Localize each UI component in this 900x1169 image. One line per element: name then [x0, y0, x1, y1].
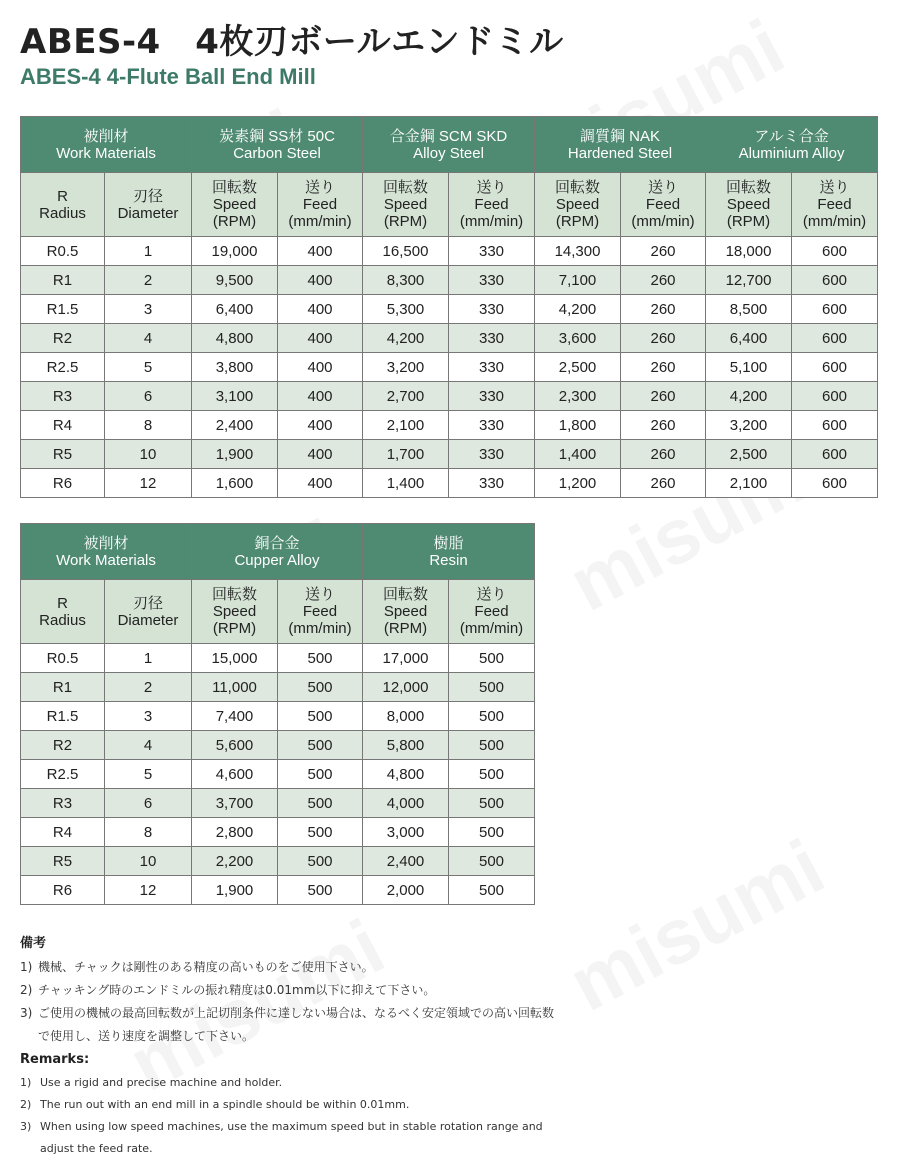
remark-number: 3) — [20, 1006, 33, 1020]
speed-cell: 1,800 — [535, 411, 621, 440]
speed-header — [192, 580, 278, 644]
feed-ja: 送り — [819, 179, 850, 196]
feed-en: Feed — [474, 603, 509, 620]
material-ja: 樹脂 — [433, 534, 464, 552]
feed-cell: 400 — [278, 237, 363, 266]
table-row — [21, 295, 878, 324]
diameter-cell: 10 — [105, 847, 192, 876]
feed-cell: 500 — [278, 789, 363, 818]
feed-cell: 500 — [278, 818, 363, 847]
diameter-cell: 8 — [105, 411, 192, 440]
material-ja: 調質鋼 NAK — [580, 127, 661, 145]
feed-ja: 送り — [304, 586, 335, 603]
diameter-cell: 1 — [105, 644, 192, 673]
table-row — [21, 847, 535, 876]
feed-en: Feed — [302, 196, 338, 213]
feed-cell: 330 — [449, 440, 535, 469]
remark-text: The run out with an end mill in a spindle should be within 0.01mm. — [40, 1098, 410, 1111]
table-row — [21, 353, 878, 382]
feed-cell: 330 — [449, 411, 535, 440]
work-materials-en: Work Materials — [56, 551, 156, 569]
feed-header — [278, 173, 363, 237]
work-materials-header — [21, 117, 192, 173]
feed-cell: 260 — [621, 411, 706, 440]
feed-en: Feed — [817, 196, 852, 213]
speed-unit: (RPM) — [383, 213, 428, 230]
remark-text: 機械、チャックは剛性のある精度の高いものをご使用下さい。 — [38, 960, 374, 974]
remarks-ja-title: 備考 — [20, 936, 47, 951]
diameter-cell: 3 — [105, 295, 192, 324]
feed-cell: 500 — [449, 847, 535, 876]
radius-cell: R1 — [21, 673, 105, 702]
table-row — [21, 382, 878, 411]
radius-cell: R2.5 — [21, 353, 105, 382]
diameter-cell: 1 — [105, 237, 192, 266]
feed-cell: 330 — [449, 295, 535, 324]
speed-cell: 19,000 — [192, 237, 278, 266]
feed-unit: (mm/min) — [288, 620, 352, 637]
speed-unit: (RPM) — [212, 620, 257, 637]
speed-cell: 2,500 — [535, 353, 621, 382]
feed-header — [621, 173, 706, 237]
table-row — [21, 469, 878, 498]
radius-ja: R — [57, 594, 68, 612]
diameter-cell: 4 — [105, 324, 192, 353]
speed-cell: 3,600 — [535, 324, 621, 353]
material-en: Resin — [429, 551, 468, 569]
remark-item — [20, 1094, 560, 1116]
feed-cell: 600 — [792, 324, 878, 353]
speed-cell: 7,400 — [192, 702, 278, 731]
speed-cell: 12,000 — [363, 673, 449, 702]
material-ja: 銅合金 — [254, 534, 300, 552]
speed-cell: 8,300 — [363, 266, 449, 295]
speed-cell: 11,000 — [192, 673, 278, 702]
speed-header — [706, 173, 792, 237]
material-ja: アルミ合金 — [754, 127, 829, 145]
diameter-cell: 2 — [105, 266, 192, 295]
feed-cell: 330 — [449, 353, 535, 382]
material-ja: 合金鋼 SCM SKD — [389, 127, 508, 145]
table-row — [21, 760, 535, 789]
work-materials-ja: 被削材 — [83, 534, 129, 552]
speed-ja: 回転数 — [211, 586, 257, 603]
feed-unit: (mm/min) — [459, 213, 524, 230]
speed-cell: 3,200 — [706, 411, 792, 440]
feed-unit: (mm/min) — [459, 620, 524, 637]
speed-en: Speed — [555, 196, 600, 213]
speed-cell: 4,800 — [192, 324, 278, 353]
speed-cell: 6,400 — [706, 324, 792, 353]
speed-cell: 2,100 — [706, 469, 792, 498]
speed-cell: 4,200 — [363, 324, 449, 353]
speed-cell: 1,600 — [192, 469, 278, 498]
feed-cell: 400 — [278, 295, 363, 324]
diameter-cell: 5 — [105, 353, 192, 382]
feed-cell: 500 — [449, 644, 535, 673]
feed-cell: 330 — [449, 324, 535, 353]
radius-cell: R3 — [21, 789, 105, 818]
feed-cell: 330 — [449, 382, 535, 411]
speed-header — [192, 173, 278, 237]
feed-cell: 260 — [621, 237, 706, 266]
feed-header — [449, 580, 535, 644]
remark-item — [20, 956, 558, 979]
diameter-header — [105, 173, 192, 237]
feed-cell: 500 — [449, 818, 535, 847]
speed-en: Speed — [212, 603, 257, 620]
diameter-ja: 刃径 — [132, 187, 163, 205]
speed-cell: 5,100 — [706, 353, 792, 382]
feed-cell: 260 — [621, 440, 706, 469]
feed-cell: 600 — [792, 469, 878, 498]
speed-cell: 3,700 — [192, 789, 278, 818]
feed-cell: 400 — [278, 440, 363, 469]
feed-cell: 400 — [278, 353, 363, 382]
speed-cell: 1,900 — [192, 440, 278, 469]
remark-item — [20, 1116, 560, 1160]
speed-cell: 4,200 — [535, 295, 621, 324]
speed-header — [363, 173, 449, 237]
speed-cell: 2,100 — [363, 411, 449, 440]
radius-cell: R4 — [21, 818, 105, 847]
feed-cell: 500 — [278, 673, 363, 702]
remark-number: 3) — [20, 1120, 32, 1133]
remark-number: 1) — [20, 960, 33, 974]
diameter-en: Diameter — [117, 611, 179, 629]
diameter-cell: 12 — [105, 876, 192, 905]
radius-cell: R2 — [21, 731, 105, 760]
material-en: Alloy Steel — [413, 144, 484, 162]
speed-en: Speed — [212, 196, 257, 213]
material-header — [363, 117, 535, 173]
material-en: Aluminium Alloy — [738, 144, 845, 162]
feed-cell: 600 — [792, 353, 878, 382]
radius-header — [21, 580, 105, 644]
work-materials-en: Work Materials — [56, 144, 156, 162]
speed-cell: 1,400 — [363, 469, 449, 498]
feed-cell: 330 — [449, 469, 535, 498]
table-row — [21, 789, 535, 818]
material-header — [535, 117, 706, 173]
speed-ja: 回転数 — [211, 179, 257, 196]
speed-cell: 5,600 — [192, 731, 278, 760]
material-en: Cupper Alloy — [234, 551, 320, 569]
speed-cell: 1,700 — [363, 440, 449, 469]
speed-cell: 4,600 — [192, 760, 278, 789]
feed-cell: 400 — [278, 266, 363, 295]
page-subtitle: ABES-4 4-Flute Ball End Mill — [20, 64, 316, 89]
remark-item — [20, 979, 558, 1002]
remark-item — [20, 1002, 558, 1048]
diameter-cell: 8 — [105, 818, 192, 847]
speed-cell: 18,000 — [706, 237, 792, 266]
radius-cell: R2 — [21, 324, 105, 353]
feed-header — [792, 173, 878, 237]
feed-ja: 送り — [648, 179, 679, 196]
material-header — [363, 524, 535, 580]
feed-cell: 600 — [792, 266, 878, 295]
material-en: Hardened Steel — [567, 144, 673, 162]
table-row — [21, 411, 878, 440]
feed-ja: 送り — [476, 179, 507, 196]
feed-cell: 500 — [449, 876, 535, 905]
speed-cell: 2,300 — [535, 382, 621, 411]
speed-cell: 9,500 — [192, 266, 278, 295]
table-row — [21, 237, 878, 266]
speed-cell: 6,400 — [192, 295, 278, 324]
feed-unit: (mm/min) — [288, 213, 352, 230]
speed-cell: 4,800 — [363, 760, 449, 789]
radius-cell: R1.5 — [21, 702, 105, 731]
speed-header — [363, 580, 449, 644]
diameter-cell: 12 — [105, 469, 192, 498]
material-header — [706, 117, 878, 173]
radius-cell: R0.5 — [21, 644, 105, 673]
speed-cell: 2,400 — [363, 847, 449, 876]
material-header — [192, 117, 363, 173]
feed-cell: 500 — [449, 702, 535, 731]
material-header — [192, 524, 363, 580]
feed-cell: 260 — [621, 382, 706, 411]
speed-cell: 2,800 — [192, 818, 278, 847]
remark-item — [20, 1072, 560, 1094]
speed-en: Speed — [726, 196, 771, 213]
diameter-cell: 10 — [105, 440, 192, 469]
remark-text: Use a rigid and precise machine and holder. — [40, 1076, 283, 1089]
radius-en: Radius — [39, 611, 86, 629]
feed-cell: 400 — [278, 382, 363, 411]
radius-cell: R4 — [21, 411, 105, 440]
work-materials-ja: 被削材 — [83, 127, 129, 145]
feed-cell: 500 — [278, 876, 363, 905]
radius-cell: R5 — [21, 847, 105, 876]
feed-cell: 330 — [449, 266, 535, 295]
speed-cell: 2,000 — [363, 876, 449, 905]
table-row — [21, 266, 878, 295]
feed-cell: 500 — [449, 731, 535, 760]
speed-unit: (RPM) — [383, 620, 428, 637]
diameter-cell: 6 — [105, 382, 192, 411]
remark-number: 2) — [20, 983, 33, 997]
feed-cell: 500 — [449, 673, 535, 702]
speed-cell: 16,500 — [363, 237, 449, 266]
speed-cell: 3,800 — [192, 353, 278, 382]
feed-cell: 500 — [278, 847, 363, 876]
radius-ja: R — [57, 187, 68, 205]
table-row — [21, 644, 535, 673]
page-title: ABES-4 4枚刃ボールエンドミル — [20, 22, 564, 62]
feed-cell: 260 — [621, 295, 706, 324]
feed-cell: 260 — [621, 324, 706, 353]
speed-unit: (RPM) — [555, 213, 600, 230]
table-row — [21, 673, 535, 702]
speed-ja: 回転数 — [382, 586, 428, 603]
feed-cell: 500 — [278, 760, 363, 789]
feed-cell: 330 — [449, 237, 535, 266]
speed-unit: (RPM) — [726, 213, 771, 230]
speed-cell: 8,000 — [363, 702, 449, 731]
feed-en: Feed — [302, 603, 338, 620]
speed-cell: 7,100 — [535, 266, 621, 295]
speed-cell: 2,200 — [192, 847, 278, 876]
feed-cell: 600 — [792, 382, 878, 411]
radius-cell: R5 — [21, 440, 105, 469]
feed-ja: 送り — [304, 179, 335, 196]
speed-header — [535, 173, 621, 237]
speed-unit: (RPM) — [212, 213, 257, 230]
speed-en: Speed — [383, 196, 428, 213]
radius-cell: R3 — [21, 382, 105, 411]
radius-cell: R0.5 — [21, 237, 105, 266]
feed-header — [278, 580, 363, 644]
radius-header — [21, 173, 105, 237]
feed-cell: 500 — [278, 644, 363, 673]
cutting-conditions-table-2 — [20, 523, 535, 905]
speed-cell: 3,100 — [192, 382, 278, 411]
radius-cell: R2.5 — [21, 760, 105, 789]
speed-cell: 15,000 — [192, 644, 278, 673]
feed-ja: 送り — [476, 586, 507, 603]
feed-cell: 600 — [792, 440, 878, 469]
radius-cell: R1.5 — [21, 295, 105, 324]
feed-unit: (mm/min) — [802, 213, 867, 230]
remarks-ja — [20, 932, 558, 1048]
radius-cell: R1 — [21, 266, 105, 295]
feed-cell: 260 — [621, 266, 706, 295]
diameter-cell: 5 — [105, 760, 192, 789]
diameter-header — [105, 580, 192, 644]
feed-en: Feed — [645, 196, 681, 213]
diameter-cell: 3 — [105, 702, 192, 731]
feed-cell: 400 — [278, 469, 363, 498]
speed-cell: 4,000 — [363, 789, 449, 818]
feed-header — [449, 173, 535, 237]
remark-text: チャッキング時のエンドミルの振れ精度は0.01mm以下に抑えて下さい。 — [38, 983, 436, 997]
table-row — [21, 731, 535, 760]
feed-cell: 500 — [278, 731, 363, 760]
remark-text: When using low speed machines, use the maximum speed but in stable rotation range and adjust the feed rate. — [40, 1120, 543, 1155]
speed-cell: 14,300 — [535, 237, 621, 266]
feed-cell: 500 — [449, 789, 535, 818]
feed-cell: 260 — [621, 469, 706, 498]
remark-text: ご使用の機械の最高回転数が上記切削条件に達しない場合は、なるべく安定領域での高い回転数で使用し、送り速度を調整して下さい。 — [38, 1006, 555, 1043]
speed-ja: 回転数 — [726, 179, 772, 196]
feed-cell: 400 — [278, 324, 363, 353]
feed-unit: (mm/min) — [631, 213, 695, 230]
diameter-cell: 6 — [105, 789, 192, 818]
speed-cell: 12,700 — [706, 266, 792, 295]
speed-en: Speed — [383, 603, 428, 620]
speed-cell: 5,800 — [363, 731, 449, 760]
speed-cell: 2,500 — [706, 440, 792, 469]
table-row — [21, 818, 535, 847]
diameter-en: Diameter — [117, 204, 179, 222]
table-row — [21, 876, 535, 905]
radius-en: Radius — [39, 204, 86, 222]
feed-cell: 400 — [278, 411, 363, 440]
table-row — [21, 324, 878, 353]
speed-cell: 3,200 — [363, 353, 449, 382]
speed-cell: 17,000 — [363, 644, 449, 673]
speed-ja: 回転数 — [382, 179, 428, 196]
material-en: Carbon Steel — [233, 144, 321, 162]
remark-number: 2) — [20, 1098, 32, 1111]
table-row — [21, 702, 535, 731]
speed-cell: 3,000 — [363, 818, 449, 847]
feed-cell: 260 — [621, 353, 706, 382]
watermark — [555, 821, 839, 1030]
remark-number: 1) — [20, 1076, 32, 1089]
diameter-ja: 刃径 — [132, 594, 163, 612]
table-row — [21, 440, 878, 469]
speed-cell: 1,200 — [535, 469, 621, 498]
remarks-en-title: Remarks: — [20, 1052, 90, 1067]
feed-cell: 600 — [792, 411, 878, 440]
feed-en: Feed — [474, 196, 509, 213]
feed-cell: 600 — [792, 237, 878, 266]
radius-cell: R6 — [21, 469, 105, 498]
remarks-en — [20, 1052, 560, 1160]
feed-cell: 600 — [792, 295, 878, 324]
diameter-cell: 2 — [105, 673, 192, 702]
diameter-cell: 4 — [105, 731, 192, 760]
feed-cell: 500 — [278, 702, 363, 731]
feed-cell: 500 — [449, 760, 535, 789]
work-materials-header — [21, 524, 192, 580]
radius-cell: R6 — [21, 876, 105, 905]
speed-cell: 2,400 — [192, 411, 278, 440]
material-ja: 炭素鋼 SS材 50C — [219, 127, 335, 145]
speed-cell: 5,300 — [363, 295, 449, 324]
speed-cell: 1,400 — [535, 440, 621, 469]
speed-cell: 2,700 — [363, 382, 449, 411]
speed-cell: 1,900 — [192, 876, 278, 905]
speed-cell: 8,500 — [706, 295, 792, 324]
speed-ja: 回転数 — [555, 179, 601, 196]
cutting-conditions-table-1 — [20, 116, 878, 498]
speed-cell: 4,200 — [706, 382, 792, 411]
